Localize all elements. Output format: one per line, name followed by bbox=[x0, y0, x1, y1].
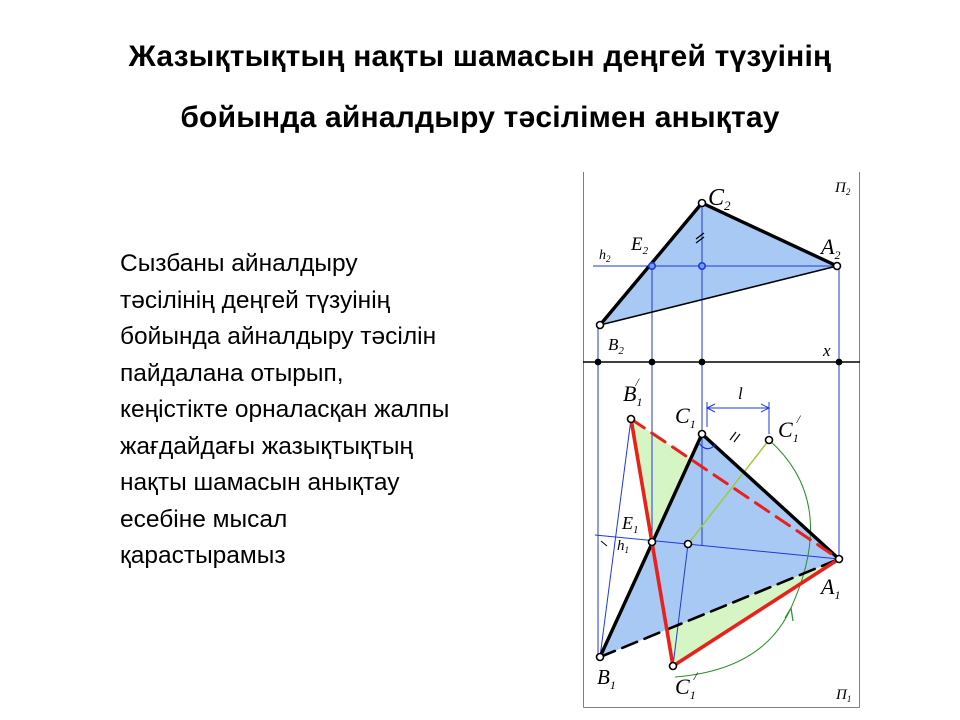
point-e2 bbox=[649, 263, 655, 269]
point-e1 bbox=[649, 539, 656, 546]
axis-point bbox=[649, 359, 654, 364]
label-b2: $B_2$ bbox=[608, 335, 624, 357]
label-x-axis: x bbox=[823, 341, 831, 360]
label-c1: $C_1$ bbox=[675, 403, 696, 431]
label-c1-prime: $C_1/$ bbox=[778, 412, 801, 445]
label-c1-double-prime: $C_1/$ bbox=[675, 669, 698, 702]
body-line: пайдалана отырып, bbox=[120, 359, 344, 387]
h1-tick bbox=[601, 541, 607, 546]
label-a1: $A_1$ bbox=[821, 574, 841, 602]
point-b2 bbox=[597, 322, 604, 329]
body-line: жағдайдағы жазықтықтың bbox=[120, 432, 414, 460]
label-plane-p1: $П_1$ bbox=[836, 687, 852, 704]
point-c1-prime bbox=[766, 437, 773, 444]
body-line: есебіне мысал bbox=[120, 505, 288, 533]
slide-title-line-1: Жазықтықтың нақты шамасын деңгей түзуінің bbox=[128, 40, 832, 73]
body-line: Сызбаны айналдыру bbox=[120, 250, 358, 277]
geometry-drawing bbox=[583, 172, 860, 708]
body-line: қарастырамыз bbox=[120, 542, 286, 569]
label-a2: $A_2$ bbox=[821, 234, 841, 262]
point-c1-double-prime bbox=[670, 663, 677, 670]
point-c1 bbox=[699, 431, 706, 438]
point-b1 bbox=[597, 654, 604, 661]
slide-title-line-2: бойында айналдыру тәсілімен анықтау bbox=[180, 101, 780, 134]
point-c2 bbox=[699, 200, 706, 207]
point-a2 bbox=[834, 263, 841, 270]
body-line: тәсілінің деңгей түзуінің bbox=[120, 286, 391, 314]
point-e2b bbox=[699, 263, 705, 269]
label-plane-p2: $П_2$ bbox=[835, 180, 851, 197]
label-b1: $B_1$ bbox=[597, 665, 616, 692]
axis-point bbox=[595, 359, 600, 364]
dimension-l bbox=[707, 402, 769, 434]
point-b1-prime bbox=[628, 416, 635, 423]
frontal-projection-fill bbox=[600, 203, 837, 325]
label-h2: $h_2$ bbox=[599, 248, 611, 264]
body-line: бойында айналдыру тәсілін bbox=[120, 323, 437, 350]
label-l: l bbox=[738, 384, 743, 403]
label-c2: $C_2$ bbox=[708, 185, 731, 213]
body-line: нақты шамасын анықтау bbox=[120, 469, 400, 496]
axis-point bbox=[699, 359, 704, 364]
slide-body-text bbox=[120, 246, 580, 575]
arc-arrow-icon bbox=[785, 608, 793, 621]
label-e2: $E_2$ bbox=[631, 234, 649, 257]
axis-point bbox=[836, 359, 841, 364]
point-h1-foot bbox=[685, 541, 692, 548]
label-e1: $E_1$ bbox=[622, 513, 639, 536]
label-b1-prime: $B_1/$ bbox=[623, 375, 643, 409]
body-line: кеңістікте орналасқан жалпы bbox=[120, 396, 450, 423]
point-a1 bbox=[836, 556, 843, 563]
label-h1: $h_1$ bbox=[617, 538, 629, 555]
